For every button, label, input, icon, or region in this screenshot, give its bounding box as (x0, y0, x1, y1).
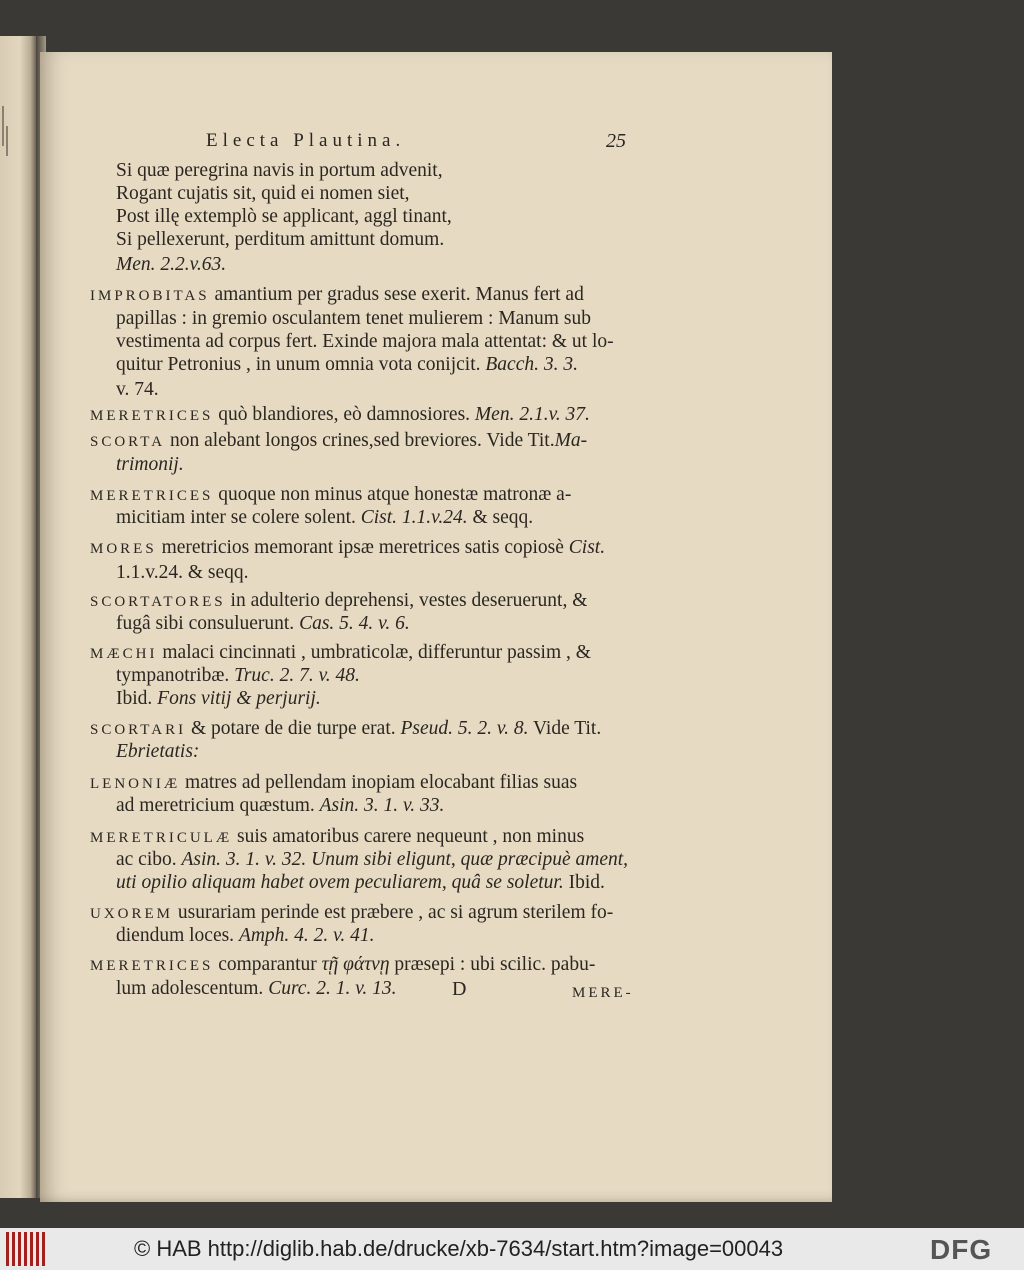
page-number: 25 (606, 130, 626, 152)
verse-line: Si pellexerunt, perditum amittunt domum. (116, 229, 445, 250)
entry-line: ad meretricium quæstum. Asin. 3. 1. v. 33. (116, 795, 445, 816)
entry-line: uti opilio aliquam habet ovem peculiarem, quâ se soletur. Ibid. (116, 872, 605, 893)
entry-maechi: MÆCHI malaci cincinnati , umbraticolæ, differuntur passim , & (90, 642, 591, 663)
entry-line: lum adolescentum. Curc. 2. 1. v. 13. (116, 978, 397, 999)
verse-line: Rogant cujatis sit, quid ei nomen siet, (116, 183, 410, 204)
entry-line: tympanotribæ. Truc. 2. 7. v. 48. (116, 665, 360, 686)
viewer-footer (0, 1228, 1024, 1270)
entry-line: micitiam inter se colere solent. Cist. 1.1.v.24. & seqq. (116, 507, 534, 528)
running-title: Electa Plautina. (206, 130, 406, 151)
entry-meretrices-2: MERETRICES quoque non minus atque honestæ matronæ a- (90, 484, 572, 505)
entry-line: papillas : in gremio osculantem tenet mulierem : Manum sub (116, 308, 591, 329)
entry-line: fugâ sibi consuluerunt. Cas. 5. 4. v. 6. (116, 613, 410, 634)
verse-line: Post illę extemplò se applicant, aggl tinant, (116, 206, 452, 227)
entry-uxorem: UXOREM usurariam perinde est præbere , ac si agrum sterilem fo- (90, 902, 614, 923)
entry-scorta: SCORTA non alebant longos crines,sed breviores. Vide Tit.Ma- (90, 430, 588, 451)
entry-line: Ebrietatis: (116, 741, 200, 762)
entry-line: trimonij. (116, 454, 184, 475)
dfg-logo: DFG (930, 1234, 993, 1265)
copyright-link[interactable]: © HAB http://diglib.hab.de/drucke/xb-7634/start.htm?image=00043 (134, 1236, 784, 1261)
entry-scortatores: SCORTATORES in adulterio deprehensi, vestes deseruerunt, & (90, 590, 588, 611)
signature-mark: D (452, 978, 467, 1000)
entry-meretrices-3: MERETRICES comparantur τῇ φάτνῃ præsepi : ubi scilic. pabu- (90, 954, 596, 975)
facing-page-edge (0, 36, 36, 1198)
entry-line: v. 74. (116, 379, 159, 400)
entry-line: ac cibo. Asin. 3. 1. v. 32. Unum sibi eligunt, quæ præcipuè ament, (116, 849, 629, 870)
entry-leniae: LENONIÆ matres ad pellendam inopiam elocabant filias suas (90, 772, 578, 793)
catchword: MERE- (572, 985, 634, 1001)
entry-line: quitur Petronius , in unum omnia vota conijcit. Bacch. 3. 3. (116, 354, 578, 375)
entry-meretriculae: MERETRICULÆ suis amatoribus carere nequeunt , non minus (90, 826, 585, 847)
entry-improbitas: IMPROBITAS amantium per gradus sese exerit. Manus fert ad (90, 284, 584, 305)
book-page (40, 52, 832, 1202)
entry-line: vestimenta ad corpus fert. Exinde majora mala attentat: & ut lo- (116, 331, 614, 352)
entry-meretrices: MERETRICES quò blandiores, eò damnosiores. Men. 2.1.v. 37. (90, 404, 590, 425)
entry-mores: MORES meretricios memorant ipsæ meretrices satis copiosè Cist. (90, 537, 606, 558)
entry-line: Ibid. Fons vitij & perjurij. (116, 688, 321, 709)
hab-logo-icon (4, 1232, 46, 1266)
entry-scortari: SCORTARI & potare de die turpe erat. Pseud. 5. 2. v. 8. Vide Tit. (90, 718, 602, 739)
entry-line: diendum loces. Amph. 4. 2. v. 41. (116, 925, 375, 946)
verse-reference: Men. 2.2.v.63. (116, 254, 227, 275)
entry-line: 1.1.v.24. & seqq. (116, 562, 249, 583)
verse-line: Si quæ peregrina navis in portum advenit, (116, 160, 443, 181)
